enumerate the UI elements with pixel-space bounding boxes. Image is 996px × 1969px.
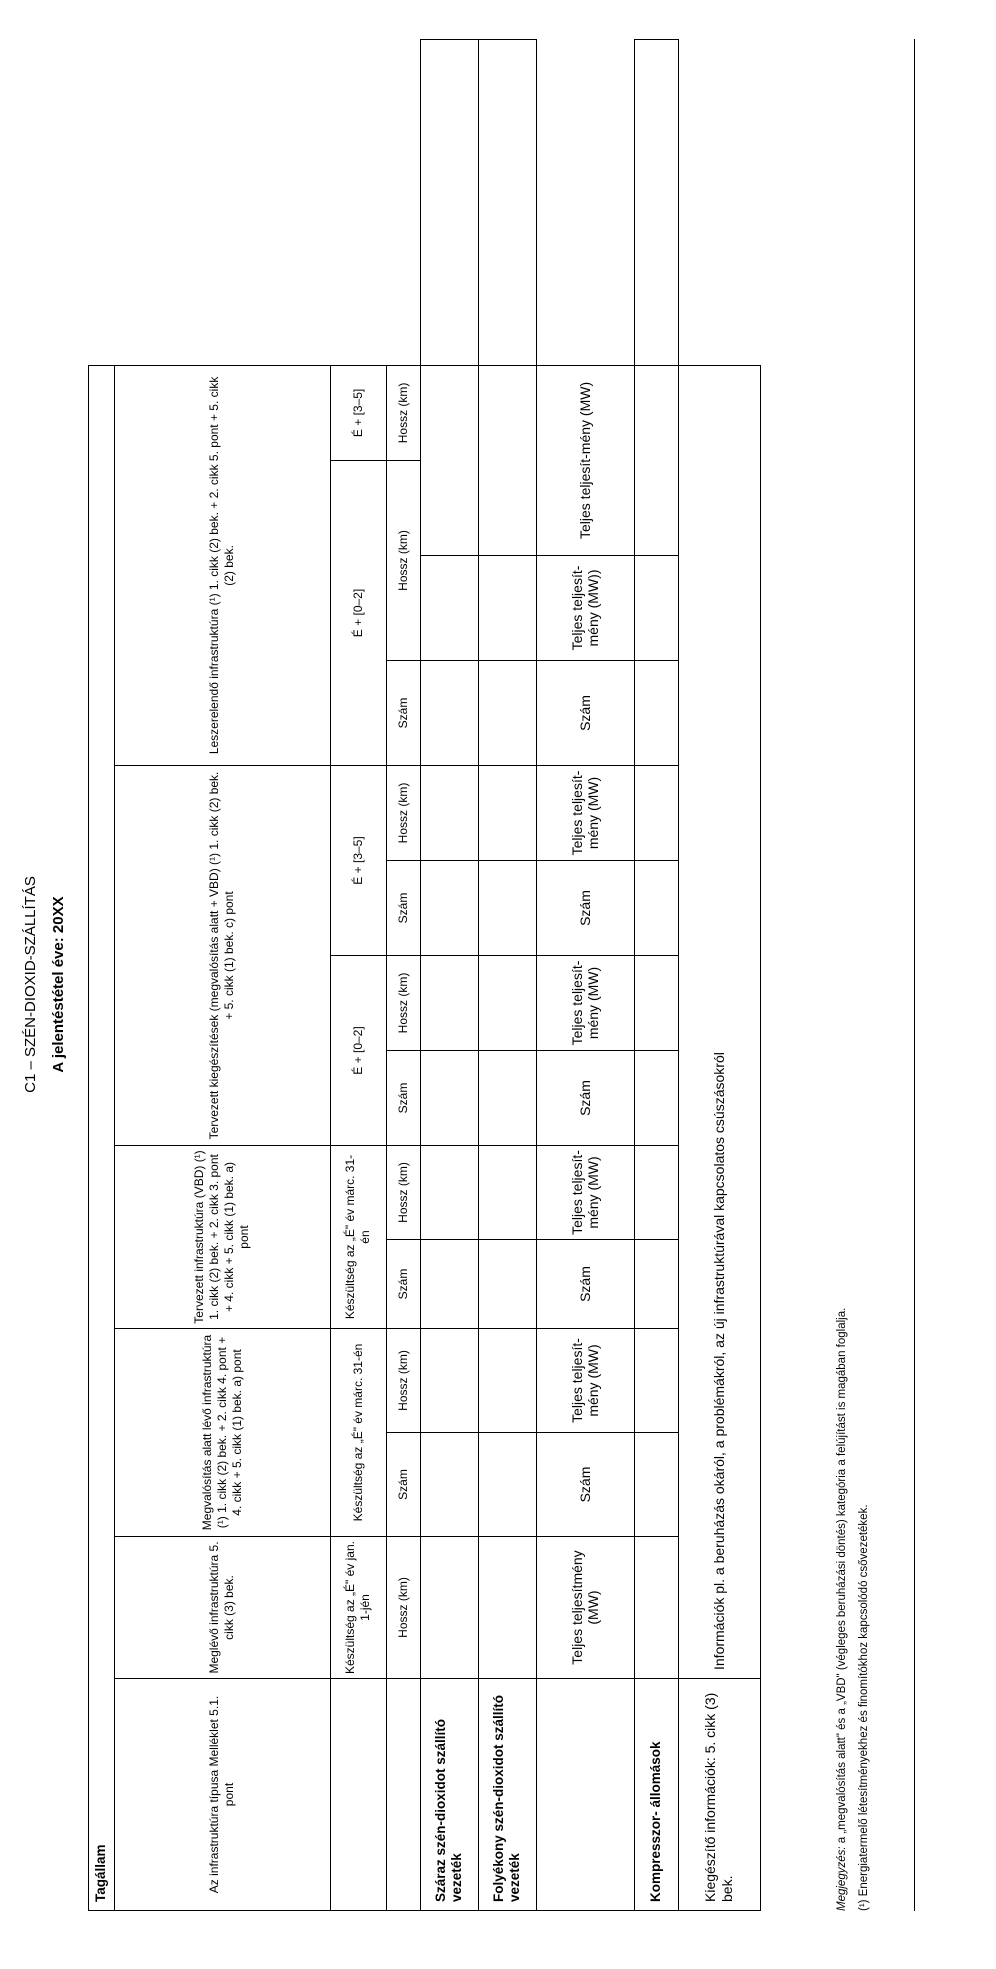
data-cell[interactable]: [478, 40, 536, 366]
row-label-liquid-co2: Folyékony szén-dioxidot szállító vezeték: [478, 1679, 536, 1911]
col-szam: Szám: [536, 861, 634, 956]
col-szam: Szám: [386, 661, 420, 766]
data-cell[interactable]: [478, 861, 536, 956]
data-cell[interactable]: [420, 365, 478, 555]
data-cell[interactable]: [420, 1329, 478, 1433]
header-decommissioned: Leszerelendő infrastruktúra (¹) 1. cikk (2) bek. + 2. cikk 5. pont + 5. cikk (2) bek.: [114, 365, 330, 765]
data-cell[interactable]: [634, 861, 678, 956]
data-cell[interactable]: [634, 1051, 678, 1146]
col-szam: Szám: [536, 1240, 634, 1329]
data-cell[interactable]: [420, 766, 478, 861]
data-cell[interactable]: [478, 365, 536, 555]
data-cell[interactable]: [634, 1329, 678, 1433]
data-cell[interactable]: [478, 1329, 536, 1433]
empty-cell: [330, 1679, 386, 1911]
header-infrastructure-type: Az infrastruktúra típusa Melléklet 5.1. pont: [114, 1679, 330, 1911]
megjegyzes: [834, 39, 850, 1911]
megjegyzes-label: Megjegyzés:: [836, 1846, 848, 1911]
additional-info-label: Kiegészítő információk: 5. cikk (3) bek.: [678, 1679, 760, 1911]
bottom-rule: [914, 39, 915, 1911]
data-cell[interactable]: [478, 1537, 536, 1679]
data-cell[interactable]: [420, 40, 478, 366]
col-teljes-teljesitmeny: Teljes teljesít-mény (MW): [536, 1146, 634, 1240]
data-cell[interactable]: [478, 1146, 536, 1240]
col-hossz: Hossz (km): [386, 956, 420, 1051]
empty-cell: [386, 1679, 420, 1911]
data-cell[interactable]: [420, 1433, 478, 1537]
status-under-construction: Készültség az „É" év márc. 31-én: [330, 1329, 386, 1537]
row-label-dry-co2: Száraz szén-dioxidot szállító vezeték: [420, 1679, 478, 1911]
col-teljes-teljesitmeny: Teljes teljesít-mény (MW): [536, 1329, 634, 1433]
data-cell[interactable]: [478, 661, 536, 766]
period-0-2: É + [0–2]: [330, 956, 386, 1146]
period-3-5: É + [3–5]: [330, 766, 386, 956]
header-planned: Tervezett infrastruktúra (VBD) (¹) 1. cikk (2) bek. + 2. cikk 3. pont + 4. cikk + 5. cikk (1) bek. a) pont: [114, 1146, 330, 1329]
header-under-construction: Megvalósítás alatt lévő infrastruktúra (¹) 1. cikk (2) bek. + 2. cikk 4. pont + 4. cikk + 5. cikk (1) bek. a) pont: [114, 1329, 330, 1537]
data-cell[interactable]: [478, 766, 536, 861]
data-cell[interactable]: [634, 556, 678, 661]
page-title: C1 – SZÉN-DIOXID-SZÁLLÍTÁS: [22, 876, 39, 1093]
data-cell[interactable]: [420, 1240, 478, 1329]
data-cell[interactable]: [420, 1146, 478, 1240]
reporting-year: A jelentéstétel éve: 20XX: [50, 896, 67, 1073]
data-cell[interactable]: [478, 1051, 536, 1146]
data-cell[interactable]: [634, 956, 678, 1051]
data-cell[interactable]: [420, 1051, 478, 1146]
header-planned-additions: Tervezett kiegészítések (megvalósítás alatt + VBD) (¹) 1. cikk (2) bek. + 5. cikk (1) bek. c) pont: [114, 766, 330, 1146]
data-cell[interactable]: [420, 661, 478, 766]
col-teljes-teljesitmeny: Teljes teljesít-mény (MW): [536, 956, 634, 1051]
col-hossz: Hossz (km): [386, 365, 420, 460]
empty-cell: [536, 1679, 634, 1911]
col-szam: Szám: [386, 1433, 420, 1537]
col-teljes-teljesitmeny: Teljes teljesít-mény (MW)): [536, 556, 634, 661]
status-planned: Készültség az „É" év márc. 31-én: [330, 1146, 386, 1329]
data-cell[interactable]: [478, 1240, 536, 1329]
col-hossz: Hossz (km): [386, 461, 420, 661]
data-cell[interactable]: [634, 1537, 678, 1679]
data-cell[interactable]: [634, 1433, 678, 1537]
data-cell[interactable]: [634, 1146, 678, 1240]
data-cell[interactable]: [420, 956, 478, 1051]
data-cell[interactable]: [420, 861, 478, 956]
megjegyzes-text: a „megvalósítás alatt" és a „VBD" (végleges beruházási döntés) kategória a felújítást is magában foglalja.: [836, 1307, 848, 1844]
notes: [834, 39, 878, 1911]
status-existing: Készültség az „É" év jan. 1-jén: [330, 1537, 386, 1679]
data-cell[interactable]: [478, 956, 536, 1051]
header-existing: Meglévő infrastruktúra 5. cikk (3) bek.: [114, 1537, 330, 1679]
col-szam: Szám: [386, 861, 420, 956]
data-cell[interactable]: [634, 1240, 678, 1329]
tagallam-cell: Tagállam: [89, 365, 115, 1910]
data-cell[interactable]: [634, 661, 678, 766]
period-3-5: É + [3–5]: [330, 365, 386, 460]
col-teljes-teljesitmeny: Teljes teljesít-mény (MW): [536, 766, 634, 861]
data-cell[interactable]: [420, 1537, 478, 1679]
data-cell[interactable]: [634, 365, 678, 555]
col-szam: Szám: [536, 1433, 634, 1537]
row-label-compressor: Kompresszor- állomások: [634, 1679, 678, 1911]
data-cell[interactable]: [634, 766, 678, 861]
footnote: (¹) Energiatermelő létesítményekhez és finomítókhoz kapcsolódó csővezetékek.: [858, 1504, 871, 1911]
col-szam: Szám: [386, 1051, 420, 1146]
col-teljes-teljesitmeny: Teljes teljesítmény (MW): [536, 1537, 634, 1679]
additional-info-text[interactable]: Információk pl. a beruházás okáról, a problémákról, az új infrastruktúrával kapcsolatos csúszásokról: [678, 365, 760, 1678]
data-cell[interactable]: [478, 1433, 536, 1537]
col-hossz: Hossz (km): [386, 1146, 420, 1240]
col-hossz: Hossz (km): [386, 1329, 420, 1433]
col-szam: Szám: [536, 661, 634, 766]
col-hossz: Hossz (km): [386, 766, 420, 861]
data-cell[interactable]: [420, 556, 478, 661]
col-szam: Szám: [386, 1240, 420, 1329]
col-hossz: Hossz (km): [386, 1537, 420, 1679]
col-szam: Szám: [536, 1051, 634, 1146]
period-0-2: É + [0–2]: [330, 461, 386, 766]
data-cell[interactable]: [634, 40, 678, 366]
data-cell[interactable]: [478, 556, 536, 661]
col-teljes-teljesitmeny: Teljes teljesít-mény (MW): [536, 365, 634, 555]
co2-transport-table: [88, 39, 761, 1911]
